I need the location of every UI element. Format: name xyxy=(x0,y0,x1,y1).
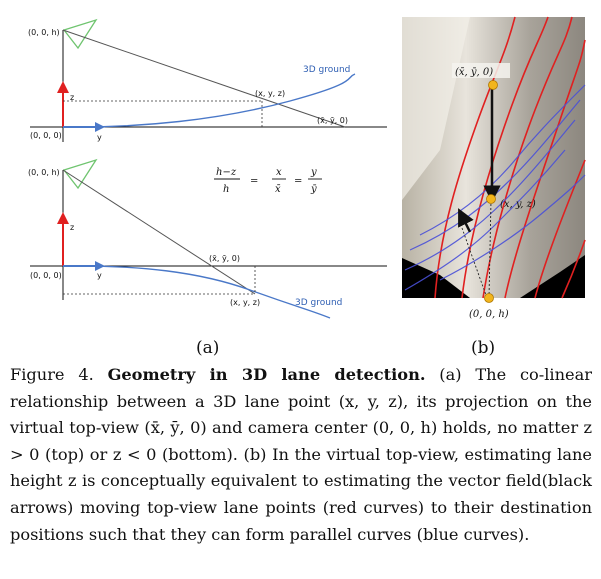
camera-icon xyxy=(64,20,96,48)
panel-a-top xyxy=(28,20,387,142)
panel-b-label: (b) xyxy=(471,338,496,358)
point-label: (x, y, z) xyxy=(230,298,261,307)
origin-label: (0, 0, 0) xyxy=(30,271,62,280)
fraction-2-denominator: x̄ xyxy=(275,184,281,195)
fraction-2-numerator: x xyxy=(276,167,282,178)
ground-label: 3D ground xyxy=(295,298,343,308)
y-label: y xyxy=(97,133,102,142)
fraction-3-numerator: y xyxy=(311,167,317,178)
point-label: (x, y, z) xyxy=(255,89,286,98)
caption-body: (a) The co-linear relationship between a 3D lane point (x, y, z), its projection on the virtual top-view (x̄, ȳ, 0) and camera center (0, 0, h) holds, no matter z > 0 (top) or z < 0 (bottom). (b) In the virtual top-view, estimating lane height z is conceptually equivalent to estimating the vector field(black arrows) moving top-view lane points (red curves) to their destination positions such that they can form parallel curves (blue curves). xyxy=(10,365,592,544)
camera-ray xyxy=(63,30,345,127)
ground-label: 3D ground xyxy=(303,65,351,75)
panel-a-label: (a) xyxy=(196,338,220,358)
caption-title: Geometry in 3D lane detection. xyxy=(107,365,426,384)
top-view-point xyxy=(489,81,498,90)
camera-point xyxy=(485,294,494,303)
lane-3d-point xyxy=(487,195,496,204)
mid-point-label: (x, y, z) xyxy=(500,199,536,210)
fraction-3-denominator: ȳ xyxy=(311,184,317,195)
caption-prefix: Figure 4. xyxy=(10,365,108,384)
origin-label: (0, 0, 0) xyxy=(30,131,62,140)
projection-label: (x̄, ȳ, 0) xyxy=(317,116,348,125)
equals-1: = xyxy=(250,176,259,187)
ground-curve xyxy=(63,266,330,318)
fraction-1-numerator: h−z xyxy=(216,167,237,178)
fraction-1-denominator: h xyxy=(223,184,230,195)
equals-2: = xyxy=(294,176,303,187)
panel-a-bottom xyxy=(28,160,387,318)
figure-caption xyxy=(10,362,592,548)
ground-curve xyxy=(63,74,355,127)
camera-label: (0, 0, h) xyxy=(28,28,60,37)
camera-label: (0, 0, h) xyxy=(28,168,60,177)
projection-label: (x̄, ȳ, 0) xyxy=(209,254,240,263)
y-label: y xyxy=(97,271,102,280)
z-label: z xyxy=(70,93,75,102)
top-point-label: (x̄, ȳ, 0) xyxy=(455,67,494,78)
camera-point-label: (0, 0, h) xyxy=(469,309,509,320)
panel-b-topview xyxy=(402,17,585,320)
colinearity-equation xyxy=(214,167,322,195)
z-label: z xyxy=(70,223,75,232)
